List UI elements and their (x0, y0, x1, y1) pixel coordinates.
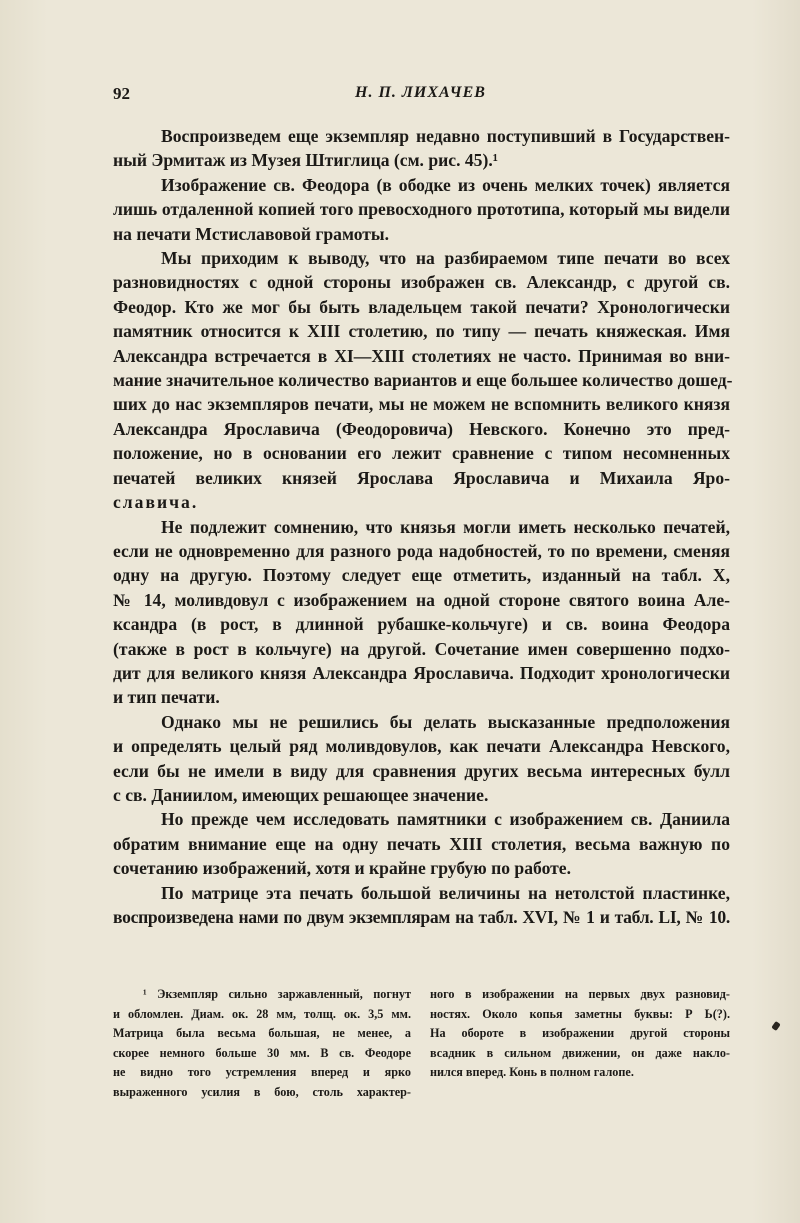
text-line: мание значительное количество вариантов и еще большее количество дошед- (113, 370, 733, 391)
text-line: печатей великих князей Ярослава Ярославича и Михаила Яро- (113, 467, 730, 488)
text-line: лишь отдаленной копией того превосходного прототипа, который мы видели (113, 199, 730, 220)
text-line: Изображение св. Феодора (в ободке из очень мелких точек) является (161, 174, 730, 195)
footnotes (113, 985, 730, 1103)
paragraph-3 (113, 246, 733, 514)
footnote-line: и обломлен. Диам. ок. 28 мм, толщ. ок. 3,5 мм. (113, 1006, 411, 1021)
text-line: дит для великого князя Александра Ярославича. Подходит хронологически (113, 662, 730, 683)
text-line: Мы приходим к выводу, что на разбираемом типе печати во всех (161, 248, 730, 269)
text-line: По матрице эта печать большой величины на нетолстой пластинке, (161, 882, 730, 903)
text-line: если не одновременно для разного рода надобностей, то по времени, сменяя (113, 540, 730, 561)
text-line: с св. Даниилом, имеющих решающее значение. (113, 784, 489, 805)
page-header (113, 84, 728, 108)
text-line: № 14, моливдовул с изображением на одной стороне святого воина Але- (113, 589, 730, 610)
text-line: Однако мы не решились бы делать высказанные предположения (161, 711, 730, 732)
running-head: Н. П. ЛИХАЧЕВ (355, 84, 486, 101)
text-line: Не подлежит сомнению, что князья могли иметь несколько печатей, (161, 516, 730, 537)
paragraph-6 (113, 807, 730, 880)
text-line: Александра Ярославича (Феодоровича) Невского. Конечно это пред- (113, 418, 730, 439)
text-line: Александра встречается в XI—XIII столетиях не часто. Принимая во вни- (113, 345, 730, 366)
paragraph-7 (113, 881, 730, 930)
text-line: воспроизведена нами по двум экземплярам на табл. XVI, № 1 и табл. LI, № 10. (113, 907, 730, 927)
text-line: если бы не имели в виду для сравнения других весьма интересных булл (113, 760, 730, 781)
paragraph-5 (113, 710, 730, 808)
text-line: сочетанию изображений, хотя и крайне грубую по работе. (113, 858, 571, 879)
text-line: положение, но в основании его лежит сравнение с типом несомненных (113, 443, 730, 464)
footnote-line: ностях. Около копья заметны буквы: Р Ь(?). (430, 1006, 730, 1021)
text-line: и определять целый ряд моливдовулов, как печати Александра Невского, (113, 736, 730, 757)
text-line: памятник относится к XIII столетию, по типу — печать княжеская. Имя (113, 321, 730, 342)
footnote-line: нился вперед. Конь в полном галопе. (430, 1065, 634, 1080)
paragraph-4 (113, 515, 730, 710)
footnote-line: всадник в сильном движении, он даже накло- (430, 1045, 730, 1060)
footnote-column-right (430, 985, 730, 1103)
page-number: 92 (113, 84, 130, 103)
paragraph-2 (113, 173, 730, 246)
text-line: одну на другую. Поэтому следует еще отметить, изданный на табл. X, (113, 565, 730, 586)
footnote-line: не видно того устремления вперед и ярко (113, 1065, 411, 1080)
text-line: и тип печати. (113, 687, 220, 708)
main-text (113, 124, 733, 929)
text-line: обратим внимание еще на одну печать XIII столетия, весьма важную по (113, 833, 730, 854)
footnote-line: выраженного усилия в бою, столь характер- (113, 1084, 411, 1099)
text-line: Воспроизведем еще экземпляр недавно поступивший в Государствен- (161, 126, 730, 146)
text-line: Феодор. Кто же мог бы быть владельцем такой печати? Хронологически (113, 296, 730, 317)
text-line: на печати Мстиславовой грамоты. (113, 223, 390, 244)
text-line: ших до нас экземпляров печати, мы не можем не вспомнить великого князя (113, 394, 730, 415)
text-line: ный Эрмитаж из Музея Штиглица (см. рис. 45).¹ (113, 150, 499, 171)
ink-speck (771, 1021, 781, 1031)
text-line: ксандра (в рост, в длинной рубашке-кольчуге) и св. воина Феодора (113, 614, 730, 635)
text-line: славича. (113, 492, 199, 513)
text-line: разновидностях с одной стороны изображен св. Александр, с другой св. (113, 272, 730, 293)
paragraph-1 (113, 124, 730, 173)
text-line: Но прежде чем исследовать памятники с изображением св. Даниила (161, 809, 730, 830)
footnote-line: скорее немного больше 30 мм. В св. Феодоре (113, 1045, 411, 1060)
footnote-column-left (113, 985, 411, 1103)
footnote-line: ¹ Экземпляр сильно заржавленный, погнут (143, 987, 411, 1001)
text-line: (также в рост в кольчуге) на другой. Сочетание имен совершенно подхо- (113, 638, 730, 659)
footnote-line: Матрица была весьма большая, не менее, а (113, 1026, 411, 1041)
footnote-line: ного в изображении на первых двух разновид- (430, 987, 730, 1001)
footnote-line: На обороте в изображении другой стороны (430, 1026, 730, 1041)
